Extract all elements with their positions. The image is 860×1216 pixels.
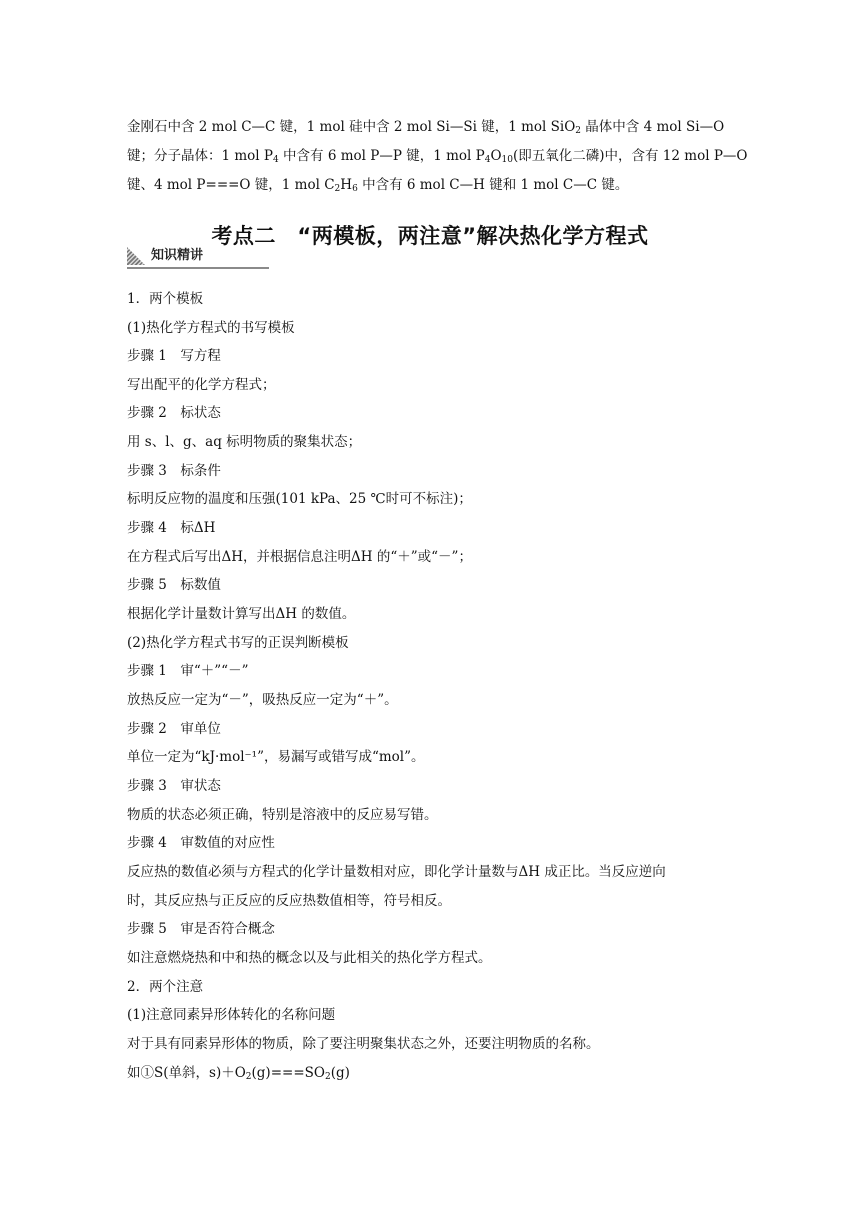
text-line: 单位一定为“kJ·mol⁻¹”，易漏写或错写成“mol”。 — [127, 749, 425, 765]
intro-line-1: 金刚石中含 2 mol C—C 键，1 mol 硅中含 2 mol Si—Si 键，1 mol SiO$_2$ 晶体中含 4 mol Si—O — [127, 119, 725, 136]
text-line: 步骤 2 标状态 — [127, 405, 221, 421]
text-line: 反应热的数值必须与方程式的化学计量数相对应，即化学计量数与ΔH 成正比。当反应逆向 — [127, 864, 666, 880]
text-line: (1)热化学方程式的书写模板 — [127, 320, 295, 336]
equation-line: 如①S(单斜，$s)+O_2(g)===SO_2(g)$ — [127, 1065, 350, 1082]
text-line: 标明反应物的温度和压强(101 kPa、25 ℃时可不标注)； — [127, 491, 472, 507]
banner-rule — [127, 267, 269, 269]
text-line: 放热反应一定为“－”，吸热反应一定为“＋”。 — [127, 692, 398, 708]
intro-line-2: 键；分子晶体：1 mol $P_4$ 中含有 6 mol P—P 键，1 mol $P_4O_{10}$(即五氧化二磷)中，含有 12 mol P—O — [127, 148, 748, 165]
text-line: 物质的状态必须正确，特别是溶液中的反应易写错。 — [127, 807, 438, 823]
intro-line-3: 键、4 mol P===O 键，1 mol $C_2H_6$ 中含有 6 mol C—H 键和 1 mol C—C 键。 — [127, 177, 629, 194]
text-line: 2．两个注意 — [127, 979, 204, 995]
text-line: 步骤 1 审“＋”“－” — [127, 663, 249, 679]
text-line: (2)热化学方程式书写的正误判断模板 — [127, 635, 349, 651]
text-line: 步骤 5 标数值 — [127, 577, 221, 593]
text-line: (1)注意同素异形体转化的名称问题 — [127, 1007, 336, 1023]
text-line: 对于具有同素异形体的物质，除了要注明聚集状态之外，还要注明物质的名称。 — [127, 1036, 600, 1052]
knowledge-banner — [127, 247, 269, 269]
text-line: 1．两个模板 — [127, 291, 204, 307]
text-line: 步骤 1 写方程 — [127, 348, 221, 364]
text-line: 步骤 4 审数值的对应性 — [127, 835, 275, 851]
text-line: 写出配平的化学方程式； — [127, 377, 276, 393]
text-line: 在方程式后写出ΔH，并根据信息注明ΔH 的“＋”或“－”； — [127, 549, 472, 565]
banner-label: 知识精讲 — [151, 248, 204, 263]
text-line: 步骤 3 审状态 — [127, 778, 221, 794]
hatched-triangle-icon — [127, 247, 145, 265]
text-line: 步骤 5 审是否符合概念 — [127, 921, 275, 937]
text-line: 根据化学计量数计算写出ΔH 的数值。 — [127, 606, 356, 622]
text-line: 如注意燃烧热和中和热的概念以及与此相关的热化学方程式。 — [127, 950, 492, 966]
intro-paragraph — [127, 113, 747, 200]
section-title: 考点二 “两模板，两注意”解决热化学方程式 — [211, 224, 649, 248]
text-line: 时，其反应热与正反应的反应热数值相等，符号相反。 — [127, 893, 451, 909]
text-line: 步骤 2 审单位 — [127, 721, 221, 737]
text-line: 步骤 3 标条件 — [127, 463, 221, 479]
text-line: 用 s、l、g、aq 标明物质的聚集状态； — [127, 434, 362, 450]
text-line: 步骤 4 标ΔH — [127, 520, 216, 536]
